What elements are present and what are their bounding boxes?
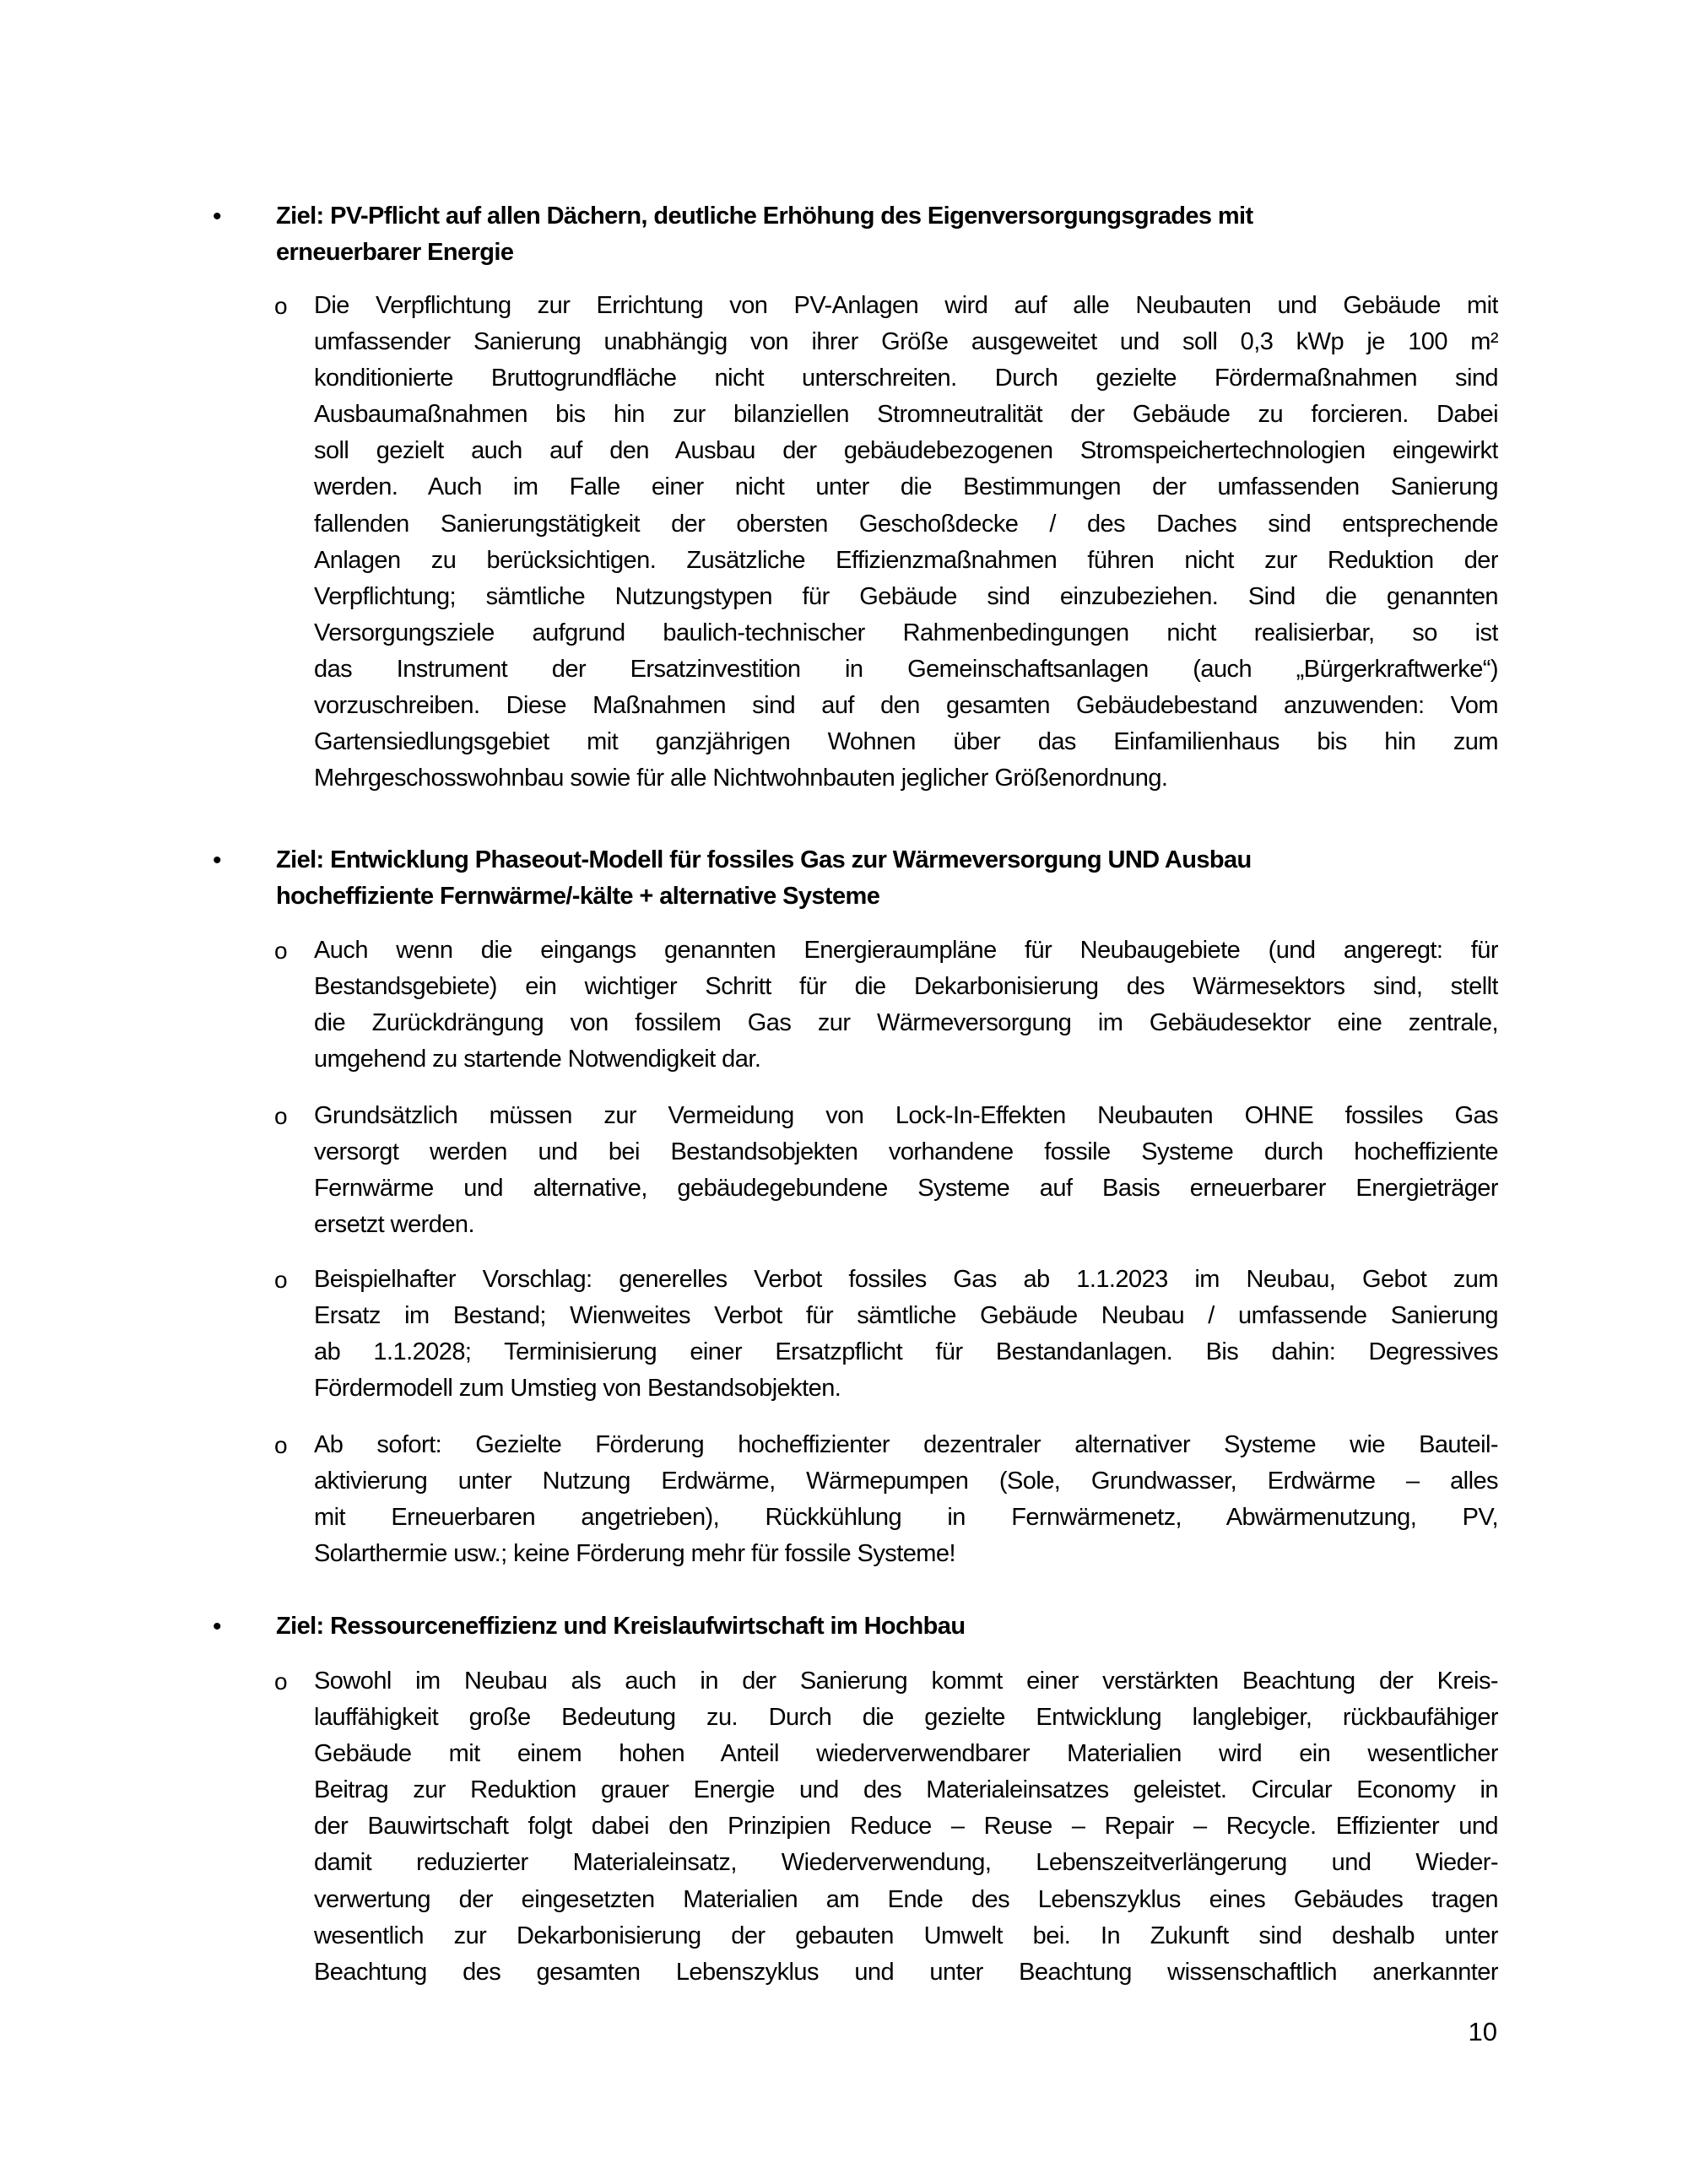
paragraph-pv-verpflichtung	[314, 288, 1498, 797]
text-line: verwertung der eingesetzten Materialien am Ende des Lebenszyklus eines Gebäudes tragen	[314, 1885, 1498, 1913]
text-line: Mehrgeschosswohnbau sowie für alle Nichtwohnbauten jeglicher Größenordnung.	[314, 765, 1168, 792]
text-line: ab 1.1.2028; Terminisierung einer Ersatzpflicht für Bestandanlagen. Bis dahin: Degressives	[314, 1338, 1498, 1366]
section-heading-ressourceneffizienz	[276, 1608, 1500, 1645]
heading-line: Ziel: PV-Pflicht auf allen Dächern, deutliche Erhöhung des Eigenversorgungsgrades mit	[276, 203, 1253, 230]
text-line: Gebäude mit einem hohen Anteil wiederverwendbarer Materialien wird ein wesentlicher	[314, 1740, 1498, 1768]
text-line: Solarthermie usw.; keine Förderung mehr für fossile Systeme!	[314, 1540, 955, 1568]
text-line: werden. Auch im Falle einer nicht unter die Bestimmungen der umfassenden Sanierung	[314, 473, 1498, 501]
text-line: Sowohl im Neubau als auch in der Sanierung kommt einer verstärkten Beachtung der Kreis-	[314, 1668, 1498, 1695]
text-line: umgehend zu startende Notwendigkeit dar.	[314, 1046, 761, 1073]
paragraph-ab-sofort	[314, 1427, 1498, 1572]
text-line: die Zurückdrängung von fossilem Gas zur Wärmeversorgung im Gebäudesektor eine zentrale,	[314, 1009, 1498, 1037]
page-number: 10	[1468, 2017, 1497, 2046]
section-heading-pv-pflicht	[276, 198, 1500, 271]
sub-bullet-icon: o	[274, 1267, 288, 1293]
heading-line: Ziel: Ressourceneffizienz und Kreislaufwirtschaft im Hochbau	[276, 1613, 966, 1640]
text-line: Fernwärme und alternative, gebäudegebundene Systeme auf Basis erneuerbarer Energieträger	[314, 1175, 1498, 1203]
bullet-icon: •	[213, 1613, 222, 1641]
text-line: vorzuschreiben. Diese Maßnahmen sind auf den gesamten Gebäudebestand anzuwenden: Vom	[314, 692, 1498, 720]
heading-line: hocheffiziente Fernwärme/-kälte + alternative Systeme	[276, 883, 880, 911]
text-line: Ersatz im Bestand; Wienweites Verbot für sämtliche Gebäude Neubau / umfassende Sanierung	[314, 1302, 1498, 1330]
text-line: fallenden Sanierungstätigkeit der obersten Geschoßdecke / des Daches sind entsprechende	[314, 510, 1498, 538]
sub-bullet-icon: o	[274, 293, 288, 319]
text-line: lauffähigkeit große Bedeutung zu. Durch die gezielte Entwicklung langlebiger, rückbaufähiger	[314, 1704, 1498, 1732]
paragraph-beispielhafter-vorschlag	[314, 1262, 1498, 1407]
sub-bullet-icon: o	[274, 1432, 288, 1458]
text-line: Beispielhafter Vorschlag: generelles Verbot fossiles Gas ab 1.1.2023 im Neubau, Gebot zum	[314, 1266, 1498, 1293]
paragraph-kreislauffaehigkeit	[314, 1663, 1498, 1991]
text-line: versorgt werden und bei Bestandsobjekten vorhandene fossile Systeme durch hocheffiziente	[314, 1138, 1498, 1166]
text-line: Gartensiedlungsgebiet mit ganzjährigen Wohnen über das Einfamilienhaus bis hin zum	[314, 728, 1498, 756]
sub-bullet-icon: o	[274, 1103, 288, 1129]
text-line: der Bauwirtschaft folgt dabei den Prinzipien Reduce – Reuse – Repair – Recycle. Effizienter und	[314, 1813, 1498, 1841]
text-line: das Instrument der Ersatzinvestition in Gemeinschaftsanlagen (auch „Bürgerkraftwerke“)	[314, 655, 1498, 683]
text-line: ersetzt werden.	[314, 1211, 475, 1239]
text-line: konditionierte Bruttogrundfläche nicht unterschreiten. Durch gezielte Fördermaßnahmen sind	[314, 365, 1498, 392]
bullet-icon: •	[213, 203, 222, 230]
text-line: Bestandsgebiete) ein wichtiger Schritt für die Dekarbonisierung des Wärmesektors sind, stellt	[314, 973, 1498, 1001]
sub-bullet-icon: o	[274, 1668, 288, 1695]
text-line: Ab sofort: Gezielte Förderung hocheffizienter dezentraler alternativer Systeme wie Bauteil-	[314, 1431, 1498, 1458]
heading-line: Ziel: Entwicklung Phaseout-Modell für fossiles Gas zur Wärmeversorgung UND Ausbau	[276, 846, 1252, 873]
paragraph-energieraumplaene	[314, 933, 1498, 1078]
text-line: Ausbaumaßnahmen bis hin zur bilanziellen Stromneutralität der Gebäude zu forcieren. Dabei	[314, 401, 1498, 429]
text-line: mit Erneuerbaren angetrieben), Rückkühlung in Fernwärmenetz, Abwärmenutzung, PV,	[314, 1504, 1498, 1532]
paragraph-lock-in-effekte	[314, 1098, 1498, 1243]
text-line: Verpflichtung; sämtliche Nutzungstypen für Gebäude sind einzubeziehen. Sind die genannten	[314, 582, 1498, 610]
section-heading-gas-phaseout	[276, 842, 1500, 915]
text-line: Beachtung des gesamten Lebenszyklus und unter Beachtung wissenschaftlich anerkannter	[314, 1958, 1498, 1986]
text-line: soll gezielt auch auf den Ausbau der gebäudebezogenen Stromspeichertechnologien eingewirkt	[314, 437, 1498, 465]
text-line: Grundsätzlich müssen zur Vermeidung von Lock-In-Effekten Neubauten OHNE fossiles Gas	[314, 1102, 1498, 1129]
text-line: aktivierung unter Nutzung Erdwärme, Wärmepumpen (Sole, Grundwasser, Erdwärme – alles	[314, 1468, 1498, 1495]
text-line: Beitrag zur Reduktion grauer Energie und des Materialeinsatzes geleistet. Circular Economy in	[314, 1776, 1498, 1804]
bullet-icon: •	[213, 846, 222, 874]
heading-line: erneuerbarer Energie	[276, 239, 514, 267]
text-line: damit reduzierter Materialeinsatz, Wiederverwendung, Lebenszeitverlängerung und Wieder-	[314, 1849, 1498, 1877]
sub-bullet-icon: o	[274, 938, 288, 964]
text-line: Die Verpflichtung zur Errichtung von PV-Anlagen wird auf alle Neubauten und Gebäude mit	[314, 292, 1498, 319]
text-line: umfassender Sanierung unabhängig von ihrer Größe ausgeweitet und soll 0,3 kWp je 100 m²	[314, 328, 1498, 356]
text-line: Auch wenn die eingangs genannten Energieraumpläne für Neubaugebiete (und angeregt: für	[314, 937, 1498, 964]
text-line: wesentlich zur Dekarbonisierung der gebauten Umwelt bei. In Zukunft sind deshalb unter	[314, 1922, 1498, 1949]
text-line: Versorgungsziele aufgrund baulich-technischer Rahmenbedingungen nicht realisierbar, so ist	[314, 619, 1498, 646]
text-line: Anlagen zu berücksichtigen. Zusätzliche Effizienzmaßnahmen führen nicht zur Reduktion der	[314, 546, 1498, 574]
text-line: Fördermodell zum Umstieg von Bestandsobjekten.	[314, 1375, 841, 1403]
